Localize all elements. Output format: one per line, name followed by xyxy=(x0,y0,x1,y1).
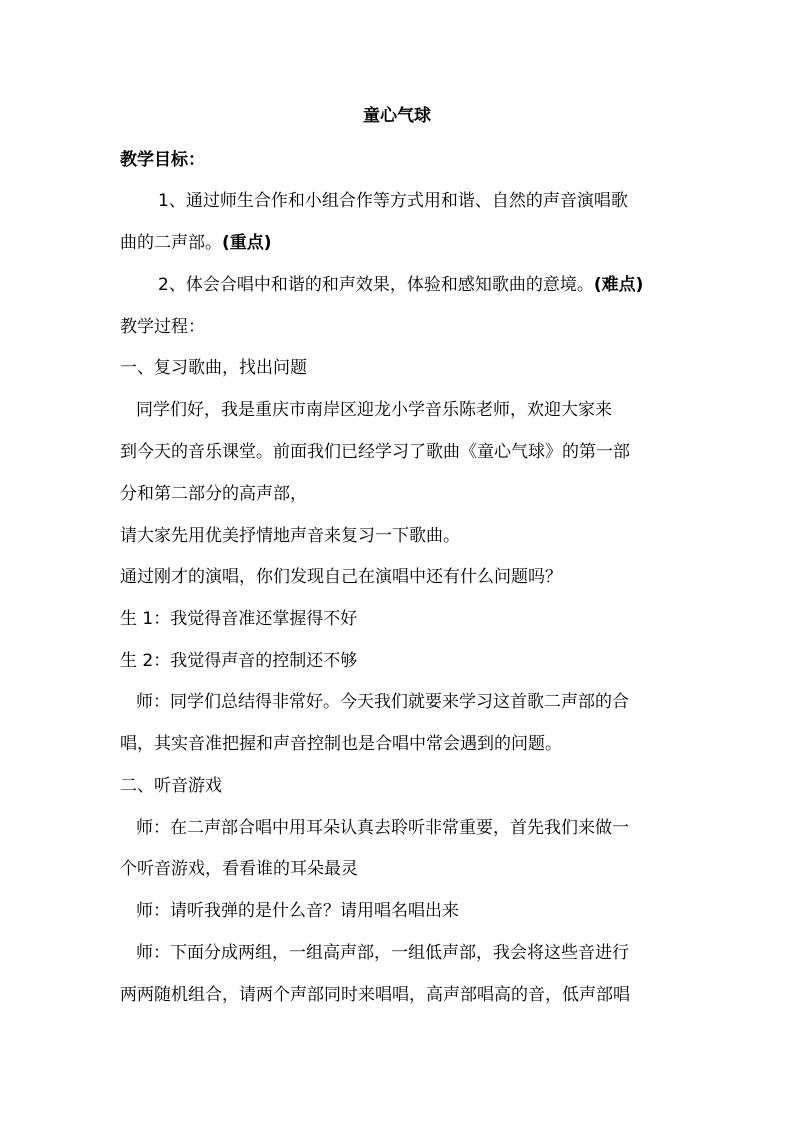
teacher-remark-2-line-2: 个听音游戏，看看谁的耳朵最灵 xyxy=(120,859,358,879)
page-title: 童心气球 xyxy=(363,106,431,126)
student-2-answer: 生 2：我觉得声音的控制还不够 xyxy=(120,651,358,671)
objectives-heading: 教学目标： xyxy=(120,150,205,170)
teacher-remark-4-line-1: 师：下面分成两组，一组高声部，一组低声部，我会将这些音进行 xyxy=(136,943,629,963)
key-point-tag: (重点) xyxy=(222,233,272,253)
process-heading: 教学过程： xyxy=(120,317,205,337)
section-1-paragraph-1-line-3: 分和第二部分的高声部， xyxy=(120,484,307,504)
objective-1-line-2 xyxy=(120,231,272,255)
teacher-remark-3: 师：请听我弹的是什么音？请用唱名唱出来 xyxy=(136,901,459,921)
objective-1-text: 曲的二声部。 xyxy=(120,233,222,253)
objective-1-line-1: 1、通过师生合作和小组合作等方式用和谐、自然的声音演唱歌 xyxy=(158,191,628,211)
teacher-remark-1-line-2: 唱，其实音准把握和声音控制也是合唱中常会遇到的问题。 xyxy=(120,734,562,754)
difficult-point-tag: (难点) xyxy=(593,275,644,295)
teacher-remark-2-line-1: 师：在二声部合唱中用耳朵认真去聆听非常重要，首先我们来做一 xyxy=(136,818,629,838)
section-1-paragraph-1-line-1: 同学们好，我是重庆市南岸区迎龙小学音乐陈老师，欢迎大家来 xyxy=(136,400,612,420)
section-1-heading: 一、复习歌曲，找出问题 xyxy=(120,358,307,378)
teacher-remark-1-line-1: 师：同学们总结得非常好。今天我们就要来学习这首歌二声部的合 xyxy=(136,692,629,712)
section-1-paragraph-3: 通过刚才的演唱，你们发现自己在演唱中还有什么问题吗？ xyxy=(120,567,562,587)
section-1-paragraph-1-line-2: 到今天的音乐课堂。前面我们已经学习了歌曲《童心气球》的第一部 xyxy=(120,442,630,462)
objective-2 xyxy=(158,273,643,297)
section-2-heading: 二、听音游戏 xyxy=(120,776,222,796)
section-1-paragraph-2: 请大家先用优美抒情地声音来复习一下歌曲。 xyxy=(120,526,460,546)
student-1-answer: 生 1：我觉得音准还掌握得不好 xyxy=(120,609,358,629)
objective-2-text: 2、体会合唱中和谐的和声效果，体验和感知歌曲的意境。 xyxy=(158,275,594,295)
teacher-remark-4-line-2: 两两随机组合，请两个声部同时来唱唱，高声部唱高的音，低声部唱 xyxy=(120,985,630,1005)
